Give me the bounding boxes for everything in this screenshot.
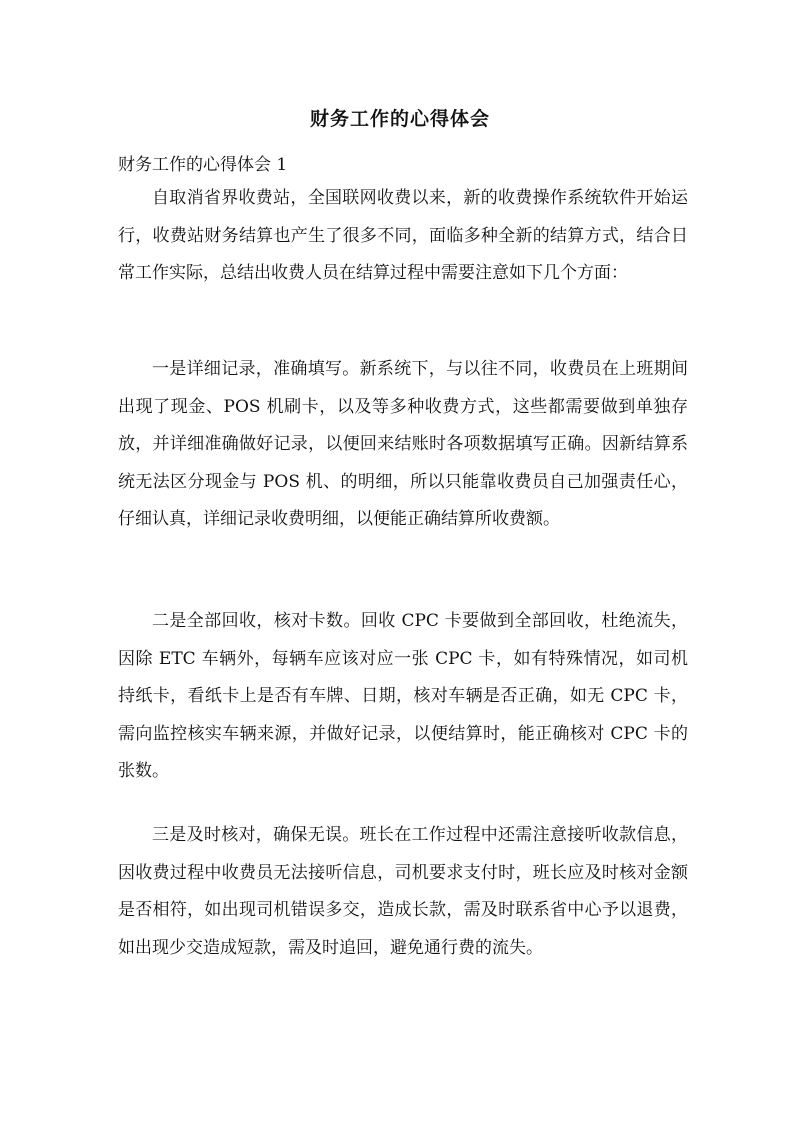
- paragraph-intro: 自取消省界收费站，全国联网收费以来，新的收费操作系统软件开始运行，收费站财务结算也产生了很多不同，面临多种全新的结算方式，结合日常工作实际，总结出收费人员在结算过程中需要注意如下几个方面：: [118, 188, 688, 283]
- document-title: 财务工作的心得体会: [309, 108, 490, 130]
- document-subtitle: 财务工作的心得体会 1: [118, 155, 288, 175]
- paragraph-point-one: 一是详细记录，准确填写。新系统下，与以往不同，收费员在上班期间出现了现金、POS 机刷卡，以及等多种收费方式，这些都需要做到单独存放，并详细准确做好记录，以便回来结账时各项数据填写正确。因新结算系统无法区分现金与 POS 机、的明细，所以只能靠收费员自己加强责任心，仔细认真，详细记录收费明细，以便能正确结算所收费额。: [118, 359, 688, 529]
- paragraph-point-three: 三是及时核对，确保无误。班长在工作过程中还需注意接听收款信息，因收费过程中收费员无法接听信息，司机要求支付时，班长应及时核对金额是否相符，如出现司机错误多交，造成长款，需及时联系省中心予以退费，如出现少交造成短款，需及时追回，避免通行费的流失。: [118, 825, 688, 958]
- paragraph-point-two: 二是全部回收，核对卡数。回收 CPC 卡要做到全部回收，杜绝流失，因除 ETC 车辆外，每辆车应该对应一张 CPC 卡，如有特殊情况，如司机持纸卡，看纸卡上是否有车牌、日期，核对车辆是否正确，如无 CPC 卡，需向监控核实车辆来源，并做好记录，以便结算时，能正确核对 CPC 卡的张数。: [118, 611, 688, 781]
